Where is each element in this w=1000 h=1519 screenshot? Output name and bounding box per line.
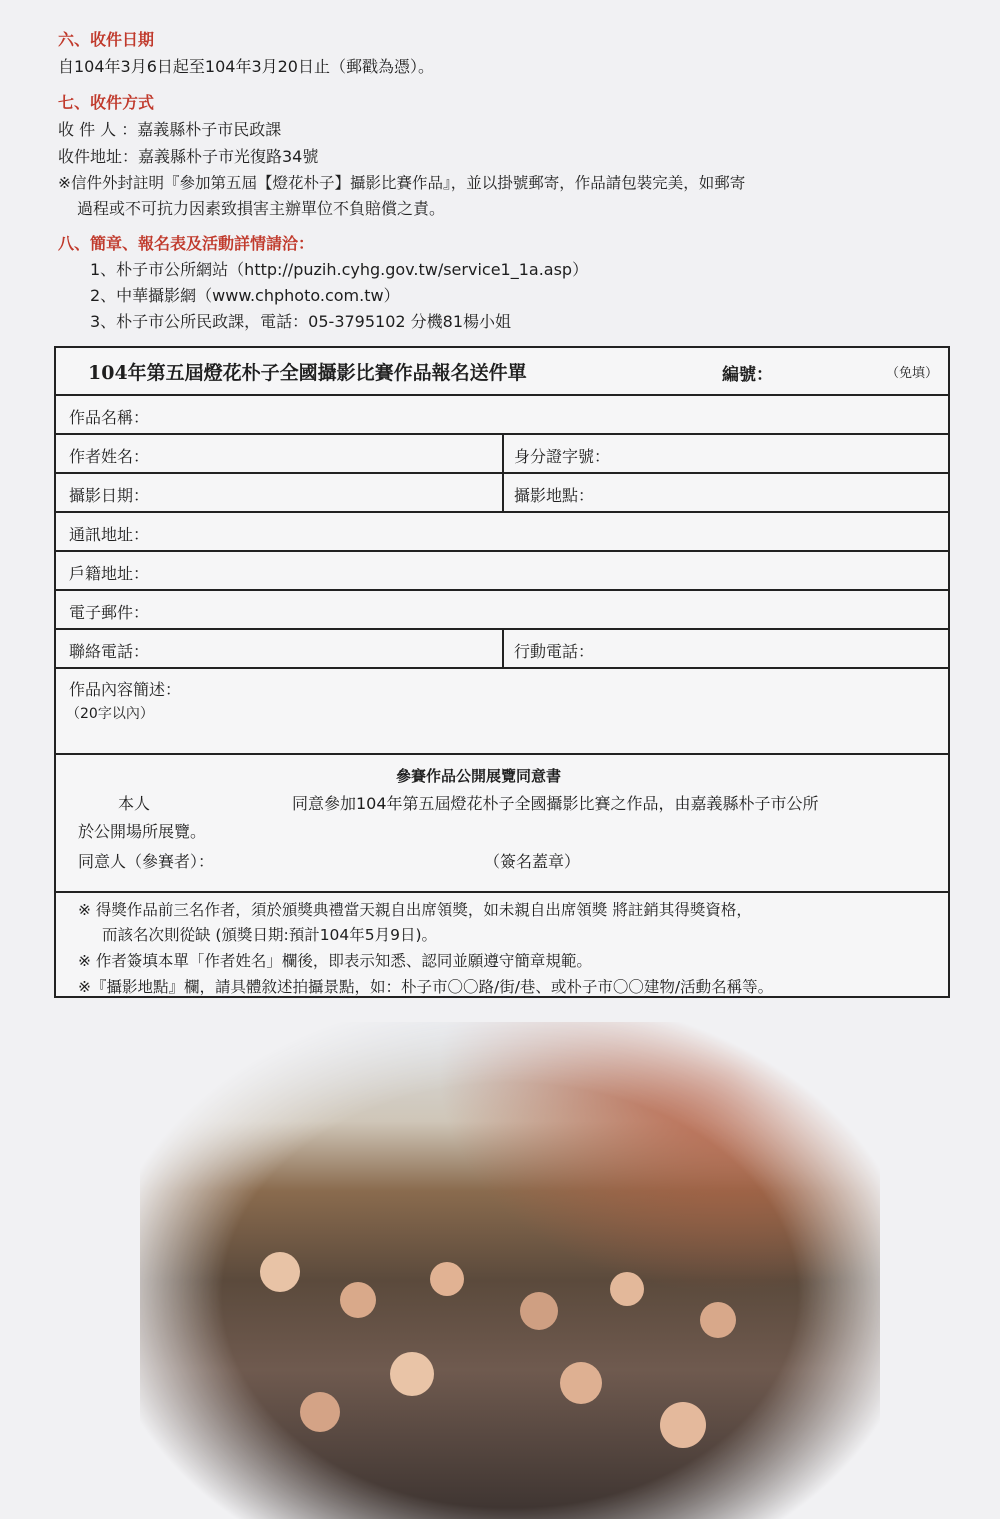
row-phone[interactable] [56,630,948,669]
photo-place-label: 攝影地點： [514,486,595,505]
row-household-address[interactable] [56,552,948,591]
festival-crowd-photo [140,1022,880,1519]
consent-section [56,755,948,893]
form-number-label: 編號： [722,365,773,385]
form-free-label: （免填） [886,366,939,381]
row-work-name[interactable] [56,396,948,435]
form-header-row [56,348,948,396]
description-limit: （20字以內） [66,706,154,722]
author-name-label: 作者姓名： [69,447,150,466]
row-mail-address[interactable] [56,513,948,552]
note-award-cont: 而該名次則從缺 (頒獎日期:預計104年5月9日)。 [102,926,438,944]
mobile-label: 行動電話： [514,642,595,661]
section-8-item-chphoto: 2、中華攝影網（www.chphoto.com.tw） [90,286,400,305]
note-award: ※ 得獎作品前三名作者，須於頒獎典禮當天親自出席領獎，如未親自出席領獎 將註銷其得獎資格， [78,901,752,919]
section-8-title: 八、簡章、報名表及活動詳情請洽： [58,234,315,253]
section-8-item-website: 1、朴子市公所網站（http://puzih.cyhg.gov.tw/service1_1a.asp） [90,260,589,279]
consent-title: 參賽作品公開展覽同意書 [396,767,562,785]
work-name-label: 作品名稱： [69,408,150,427]
section-7-note: ※信件外封註明『參加第五屆【燈花朴子】攝影比賽作品』，並以掛號郵寄，作品請包裝完美，如郵寄 [58,174,746,192]
email-label: 電子郵件： [69,603,150,622]
row-author[interactable] [56,435,948,474]
section-7-note-cont: 過程或不可抗力因素致損害主辦單位不負賠償之責。 [77,199,446,218]
photo-date-label: 攝影日期： [69,486,150,505]
section-7-recipient: 收 件 人 ：嘉義縣朴子市民政課 [58,120,282,139]
divider [502,474,504,511]
id-number-label: 身分證字號： [514,447,611,466]
mail-address-label: 通訊地址： [69,525,150,544]
section-8-item-phone: 3、朴子市公所民政課，電話：05-3795102 分機81楊小姐 [90,312,512,331]
form-title: 104年第五屆燈花朴子全國攝影比賽作品報名送件單 [88,362,527,384]
consent-text-cont: 於公開場所展覽。 [78,822,207,841]
section-6-line: 自104年3月6日起至104年3月20日止（郵戳為憑）。 [58,57,434,76]
row-photo-date[interactable] [56,474,948,513]
note-location: ※『攝影地點』欄，請具體敘述拍攝景點，如：朴子市〇〇路/街/巷、或朴子市〇〇建物/活動名稱等。 [78,978,774,996]
consent-text: 同意參加104年第五屆燈花朴子全國攝影比賽之作品，由嘉義縣朴子市公所 [292,794,819,813]
section-7-title: 七、收件方式 [58,93,155,112]
consent-person: 本人 [118,794,151,813]
note-author: ※ 作者簽填本單「作者姓名」欄後，即表示知悉、認同並願遵守簡章規範。 [78,952,592,970]
row-email[interactable] [56,591,948,630]
section-7-address: 收件地址：嘉義縣朴子市光復路34號 [58,147,319,166]
divider [502,630,504,667]
consent-sign: （簽名蓋章） [484,852,581,871]
row-description[interactable] [56,669,948,755]
phone-label: 聯絡電話： [69,642,150,661]
registration-form [54,346,950,998]
divider [502,435,504,472]
household-address-label: 戶籍地址： [69,564,150,583]
description-label: 作品內容簡述： [69,680,182,699]
consent-signer: 同意人（參賽者）： [78,852,215,871]
section-6-title: 六、收件日期 [58,30,155,49]
